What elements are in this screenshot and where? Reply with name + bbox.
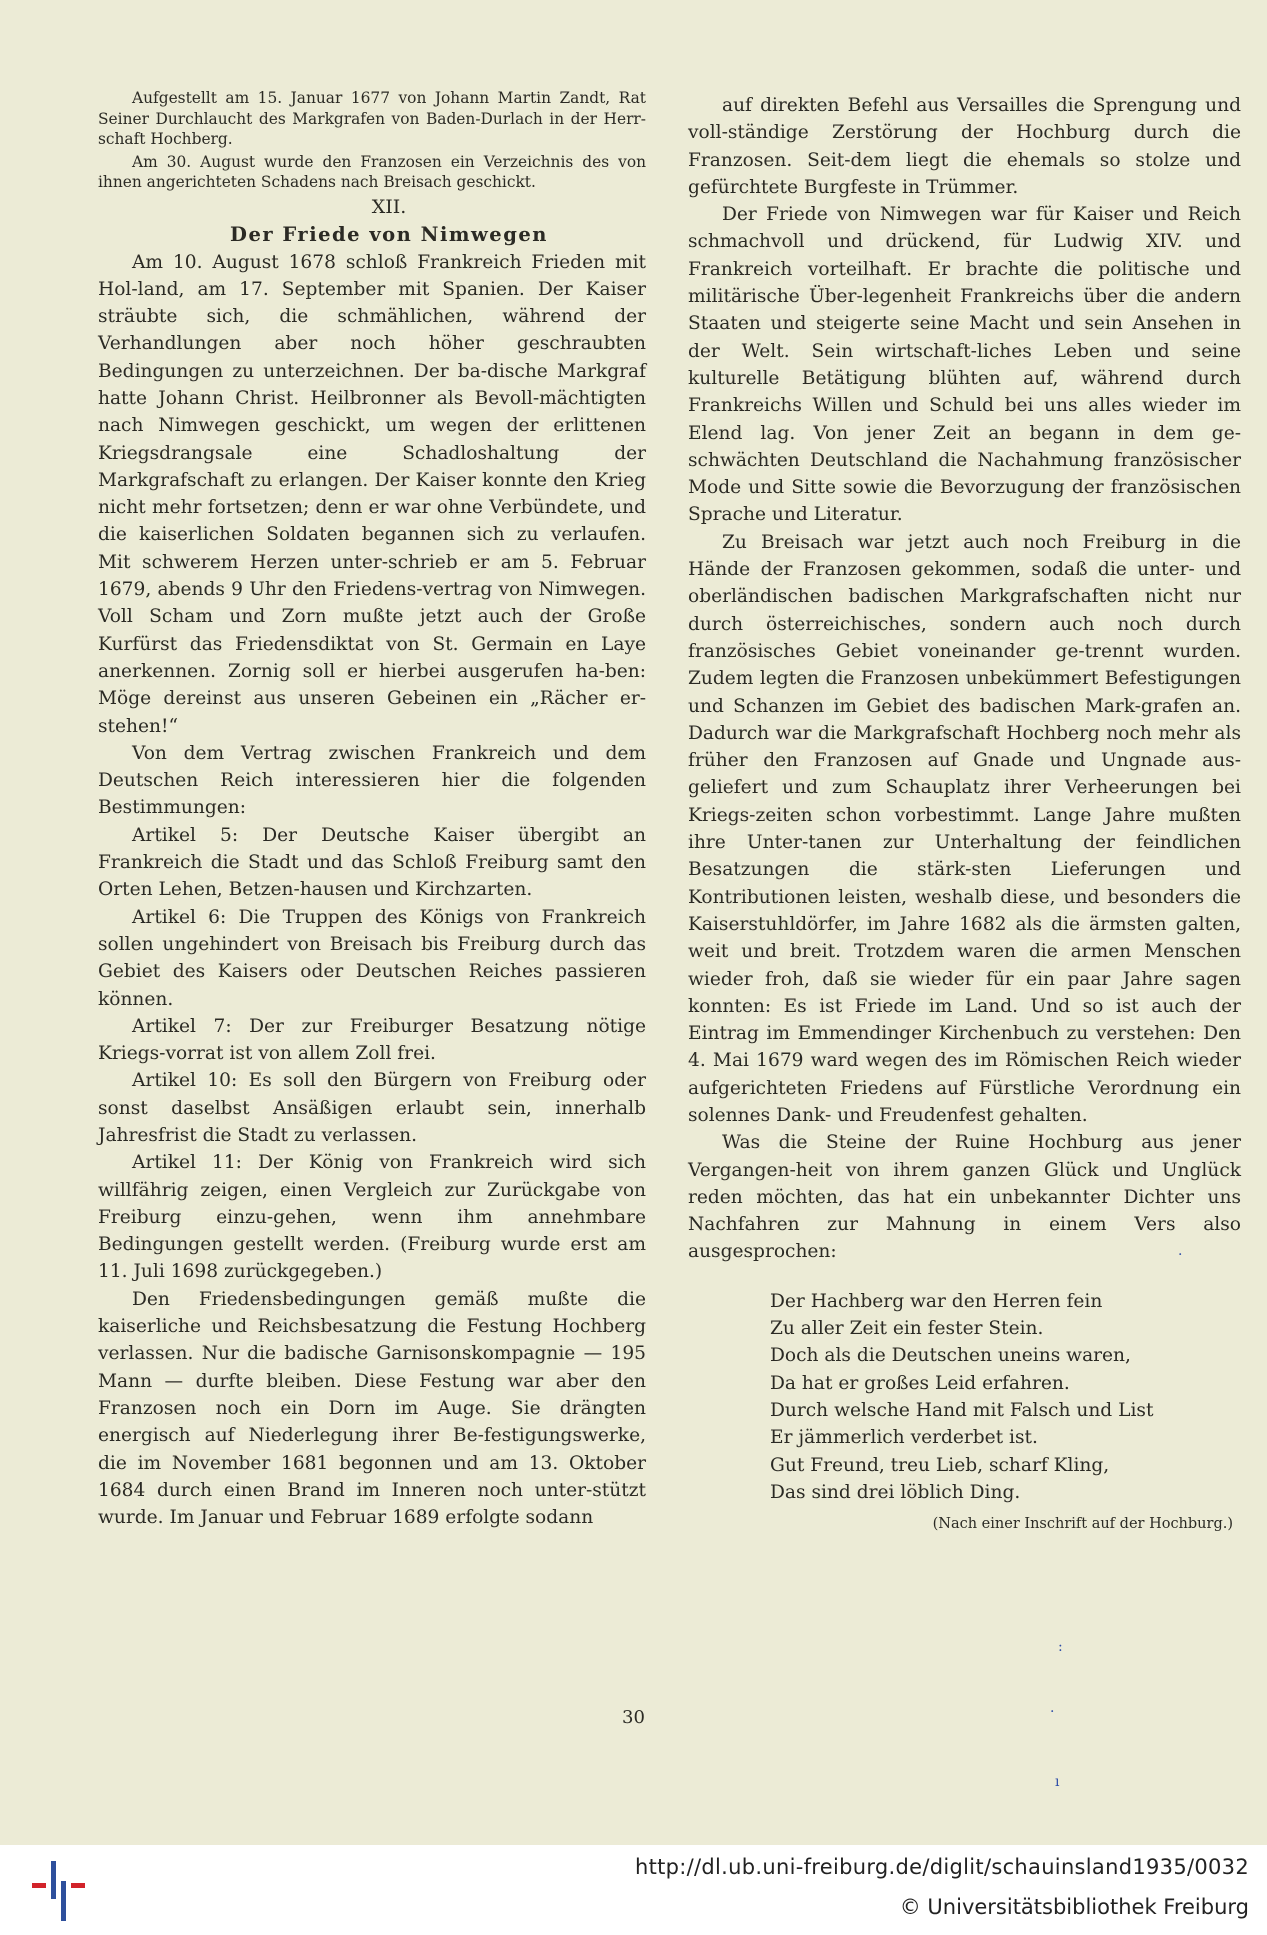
paragraph: Den Friedensbedingungen gemäß mußte die kaiserliche und Reichsbesatzung die Festung Hochberg verlassen. Nur die badische Garnisonskompagnie — 195 Mann — durfte bleiben. Diese Festung war aber den Franzosen noch ein Dorn im Auge. Sie drängten energisch auf Niederlegung ihrer Be-festigungswerke, die im November 1681 begonnen und am 13. Oktober 1684 durch einen Brand im Inneren noch unter-stützt wurde. Im Januar und Februar 1689 erfolgte sodann: [98, 1288, 646, 1529]
footer-bar: [0, 1845, 1267, 1935]
poem-line: Das sind drei löblich Ding.: [770, 1481, 1021, 1503]
poem-source: (Nach einer Inschrift auf der Hochburg.): [932, 1516, 1233, 1533]
right-column: [688, 92, 1241, 1534]
paragraph: Von dem Vertrag zwischen Frankreich und dem Deutschen Reich interessieren hier die folgenden Bestimmungen:: [98, 742, 646, 819]
ink-speck: ·: [1050, 1704, 1055, 1720]
university-library-logo: [30, 1855, 100, 1925]
page-number: 30: [622, 1707, 645, 1728]
ink-speck: ı: [1055, 1774, 1060, 1790]
ink-speck: ·: [1178, 1247, 1183, 1263]
paragraph: Artikel 11: Der König von Frankreich wird sich willfährig zeigen, einen Vergleich zur Zurückgabe von Freiburg einzu-gehen, wenn ihm annehmbare Bedingungen gestellt werden. (Freiburg wurde erst am 11. Juli 1698 zurückgegeben.): [98, 1152, 646, 1283]
footnote: Aufgestellt am 15. Januar 1677 von Johann Martin Zandt, Rat Seiner Durchlaucht des Markgrafen von Baden-Durlach in der Herr-schaft Hochberg.: [98, 89, 646, 148]
paragraph: Am 10. August 1678 schloß Frankreich Frieden mit Hol-land, am 17. September mit Spanien. Der Kaiser sträubte sich, die schmählichen, während der Verhandlungen aber noch höher geschraubten Bedingungen zu unterzeichnen. Der ba-dische Markgraf hatte Johann Christ. Heilbronner als Bevoll-mächtigten nach Nimwegen geschickt, um wegen der erlittenen Kriegsdrangsale eine Schadloshaltung der Markgrafschaft zu erlangen. Der Kaiser konnte den Krieg nicht mehr fortsetzen; denn er war ohne Verbündete, und die kaiserlichen Soldaten begannen sich zu verlaufen. Mit schwerem Herzen unter-schrieb er am 5. Februar 1679, abends 9 Uhr den Friedens-vertrag von Nimwegen. Voll Scham und Zorn mußte jetzt auch der Große Kurfürst das Friedensdiktat von St. Germain en Laye anerkennen. Zornig soll er hierbei ausgerufen ha-ben: Möge dereinst aus unseren Gebeinen ein „Rächer er-stehen!“: [98, 251, 646, 737]
paragraph: auf direkten Befehl aus Versailles die Sprengung und voll-ständige Zerstörung der Hochburg durch die Franzosen. Seit-dem liegt die ehemals so stolze und gefürchtete Burgfeste in Trümmer.: [688, 95, 1241, 198]
section-number: XII.: [371, 195, 407, 218]
poem-line: Zu aller Zeit ein fester Stein.: [770, 1318, 1044, 1340]
copyright-text: © Universitätsbibliothek Freiburg: [899, 1895, 1249, 1919]
section-title: Der Friede von Nimwegen: [230, 222, 548, 246]
poem-line: Da hat er großes Leid erfahren.: [770, 1372, 1070, 1394]
paragraph: Der Friede von Nimwegen war für Kaiser und Reich schmachvoll und drückend, für Ludwig XIV. und Frankreich vorteilhaft. Er brachte die politische und militärische Über-legenheit Frankreichs über die andern Staaten und steigerte seine Macht und sein Ansehen in der Welt. Sein wirtschaft-liches Leben und seine kulturelle Betätigung blühten auf, während durch Frankreichs Willen und Schuld bei uns alles wieder im Elend lag. Von jener Zeit an begann in dem ge-schwächten Deutschland die Nachahmung französischer Mode und Sitte sowie die Bevorzugung der französischen Sprache und Literatur.: [688, 204, 1241, 526]
paragraph: Was die Steine der Ruine Hochburg aus jener Vergangen-heit von ihrem ganzen Glück und Unglück reden möchten, das hat ein unbekannter Dichter uns Nachfahren zur Mahnung in einem Vers also ausgesprochen:: [688, 1132, 1241, 1263]
paragraph: Artikel 7: Der zur Freiburger Besatzung nötige Kriegs-vorrat ist von allem Zoll frei.: [98, 1015, 646, 1065]
poem: [770, 1288, 1241, 1506]
left-column: [98, 88, 646, 1531]
poem-line: Durch welsche Hand mit Falsch und List: [770, 1399, 1154, 1421]
poem-line: Gut Freund, treu Lieb, scharf Kling,: [770, 1454, 1110, 1476]
poem-line: Doch als die Deutschen uneins waren,: [770, 1345, 1131, 1367]
paragraph: Artikel 6: Die Truppen des Königs von Frankreich sollen ungehindert von Breisach bis Freiburg durch das Gebiet des Kaisers oder Deutschen Reiches passieren können.: [98, 906, 646, 1010]
poem-line: Der Hachberg war den Herren fein: [770, 1290, 1103, 1312]
paragraph: Artikel 5: Der Deutsche Kaiser übergibt an Frankreich die Stadt und das Schloß Freiburg samt den Orten Lehen, Betzen-hausen und Kirchzarten.: [98, 824, 646, 901]
paragraph: Zu Breisach war jetzt auch noch Freiburg in die Hände der Franzosen gekommen, sodaß die unter- und oberländischen badischen Markgrafschaften nicht nur durch österreichisches, sondern auch noch durch französisches Gebiet voneinander ge-trennt wurden. Zudem legten die Franzosen unbekümmert Befestigungen und Schanzen im Gebiet des badischen Mark-grafen an. Dadurch war die Markgrafschaft Hochberg noch mehr als früher den Franzosen auf Gnade und Ungnade aus-geliefert und zum Schauplatz ihrer Verheerungen bei Kriegs-zeiten schon vorbestimmt. Lange Jahre mußten ihre Unter-tanen zur Unterhaltung der feindlichen Besatzungen die stärk-sten Lieferungen und Kontributionen leisten, weshalb diese, und besonders die Kaiserstuhldörfer, im Jahre 1682 als die ärmsten galten, weit und breit. Trotzdem waren die armen Menschen wieder froh, daß sie wieder für ein paar Jahre sagen konnten: Es ist Friede im Land. Und so ist auch der Eintrag im Emmendinger Kirchenbuch zu verstehen: Den 4. Mai 1679 ward wegen des im Römischen Reich wieder aufgerichteten Friedens auf Fürstliche Verordnung ein solennes Dank- und Freudenfest gehalten.: [688, 531, 1241, 1126]
ink-speck: :: [1058, 1639, 1063, 1655]
footnote: Am 30. August wurde den Franzosen ein Verzeichnis des von ihnen angerichteten Schadens nach Breisach geschickt.: [98, 152, 646, 191]
paragraph: Artikel 10: Es soll den Bürgern von Freiburg oder sonst daselbst Ansäßigen erlaubt sein, innerhalb Jahresfrist die Stadt zu verlassen.: [98, 1070, 646, 1146]
poem-line: Er jämmerlich verderbet ist.: [770, 1427, 1038, 1449]
source-url-link[interactable]: http://dl.ub.uni-freiburg.de/diglit/schauinsland1935/0032: [634, 1855, 1249, 1879]
